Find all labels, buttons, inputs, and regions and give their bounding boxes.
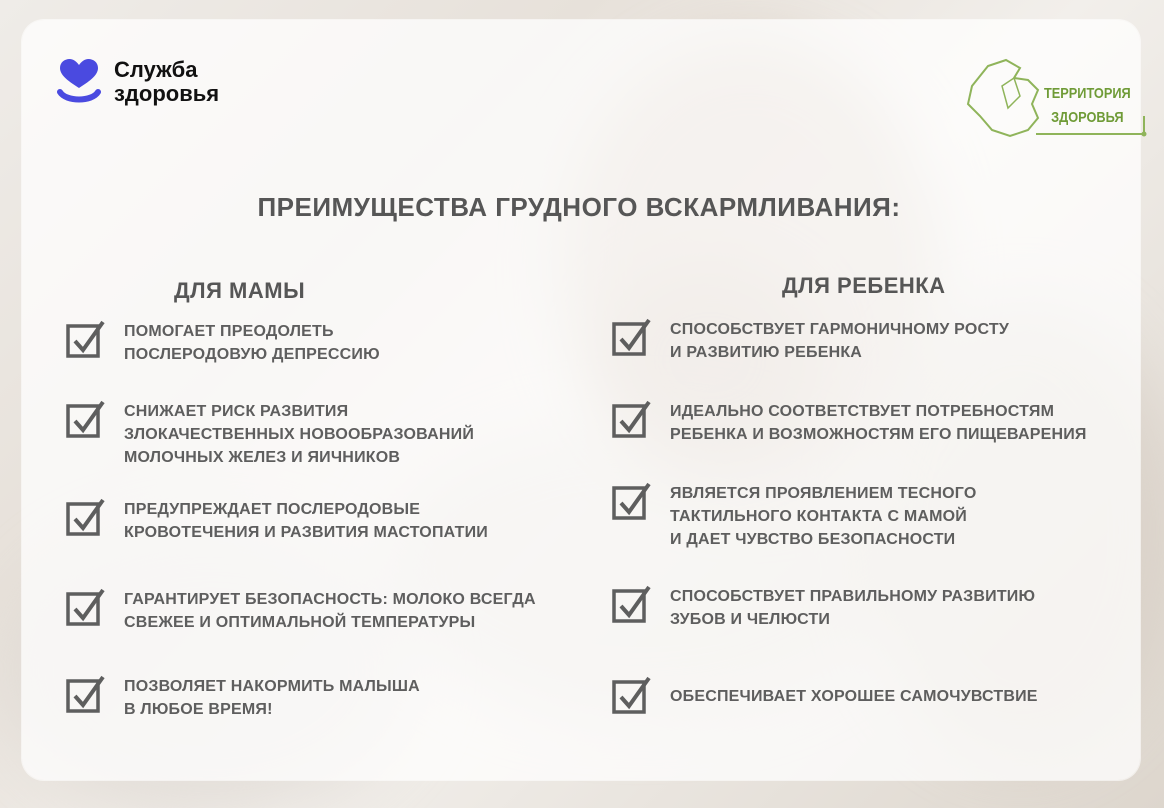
mother-benefit-item [66, 675, 420, 721]
child-benefit-item [612, 585, 1035, 631]
logo-right-line2: ЗДОРОВЬЯ [1051, 109, 1124, 126]
checkbox-checked-icon [66, 498, 106, 538]
checkbox-checked-icon [66, 675, 106, 715]
benefit-line: СВЕЖЕЕ И ОПТИМАЛЬНОЙ ТЕМПЕРАТУРЫ [124, 614, 476, 631]
mother-benefit-item [66, 320, 380, 366]
child-heading: ДЛЯ РЕБЕНКА [782, 273, 946, 298]
main-title: ПРЕИМУЩЕСТВА ГРУДНОГО ВСКАРМЛИВАНИЯ: [257, 192, 901, 222]
logo-right-line1: ТЕРРИТОРИЯ [1044, 85, 1131, 102]
sluzhba-zdorovya-logo [56, 58, 219, 106]
benefit-line: В ЛЮБОЕ ВРЕМЯ! [124, 701, 273, 718]
benefit-line: ОБЕСПЕЧИВАЕТ ХОРОШЕЕ САМОЧУВСТВИЕ [670, 688, 1038, 705]
benefit-line: СПОСОБСТВУЕТ ПРАВИЛЬНОМУ РАЗВИТИЮ [670, 588, 1036, 605]
infographic-card [22, 20, 1140, 780]
logo-left-line2: здоровья [114, 81, 220, 106]
mother-heading: ДЛЯ МАМЫ [174, 278, 306, 303]
benefit-line: ПОЗВОЛЯЕТ НАКОРМИТЬ МАЛЫША [124, 678, 420, 695]
checkbox-checked-icon [66, 400, 106, 440]
benefit-line: ЗУБОВ И ЧЕЛЮСТИ [670, 611, 831, 628]
benefit-line: СНИЖАЕТ РИСК РАЗВИТИЯ [124, 403, 349, 420]
checkbox-checked-icon [66, 320, 106, 360]
benefit-line: ГАРАНТИРУЕТ БЕЗОПАСНОСТЬ: МОЛОКО ВСЕГДА [124, 591, 536, 608]
benefit-line: И ДАЕТ ЧУВСТВО БЕЗОПАСНОСТИ [670, 531, 956, 548]
checkbox-checked-icon [612, 585, 652, 625]
benefit-line: ЯВЛЯЕТСЯ ПРОЯВЛЕНИЕМ ТЕСНОГО [670, 485, 977, 502]
benefit-line: СПОСОБСТВУЕТ ГАРМОНИЧНОМУ РОСТУ [670, 321, 1009, 338]
checkbox-checked-icon [66, 588, 106, 628]
checkbox-checked-icon [612, 400, 652, 440]
heart-smile-icon [56, 58, 102, 106]
mother-benefit-item [66, 400, 474, 469]
benefit-line: КРОВОТЕЧЕНИЯ И РАЗВИТИЯ МАСТОПАТИИ [124, 524, 488, 541]
child-benefit-item [612, 318, 1009, 364]
benefit-line: ПОМОГАЕТ ПРЕОДОЛЕТЬ [124, 323, 334, 340]
mother-benefit-item [66, 498, 488, 544]
checkbox-checked-icon [612, 482, 652, 522]
logo-left-line1: Служба [114, 57, 198, 82]
child-benefit-item [612, 400, 1087, 446]
benefit-line: МОЛОЧНЫХ ЖЕЛЕЗ И ЯИЧНИКОВ [124, 449, 401, 466]
checkbox-checked-icon [612, 676, 652, 716]
territoriya-zdorovya-logo [962, 56, 1148, 140]
mother-benefit-item [66, 588, 536, 634]
benefit-line: ТАКТИЛЬНОГО КОНТАКТА С МАМОЙ [670, 508, 968, 525]
benefit-line: ПОСЛЕРОДОВУЮ ДЕПРЕССИЮ [124, 346, 380, 363]
benefit-line: ИДЕАЛЬНО СООТВЕТСТВУЕТ ПОТРЕБНОСТЯМ [670, 403, 1055, 420]
benefit-line: РЕБЕНКА И ВОЗМОЖНОСТЯМ ЕГО ПИЩЕВАРЕНИЯ [670, 426, 1087, 443]
child-benefit-item [612, 676, 1038, 716]
benefit-line: ПРЕДУПРЕЖДАЕТ ПОСЛЕРОДОВЫЕ [124, 501, 421, 518]
benefit-line: И РАЗВИТИЮ РЕБЕНКА [670, 344, 863, 361]
child-benefit-item [612, 482, 976, 551]
checkbox-checked-icon [612, 318, 652, 358]
benefit-line: ЗЛОКАЧЕСТВЕННЫХ НОВООБРАЗОВАНИЙ [124, 426, 475, 443]
